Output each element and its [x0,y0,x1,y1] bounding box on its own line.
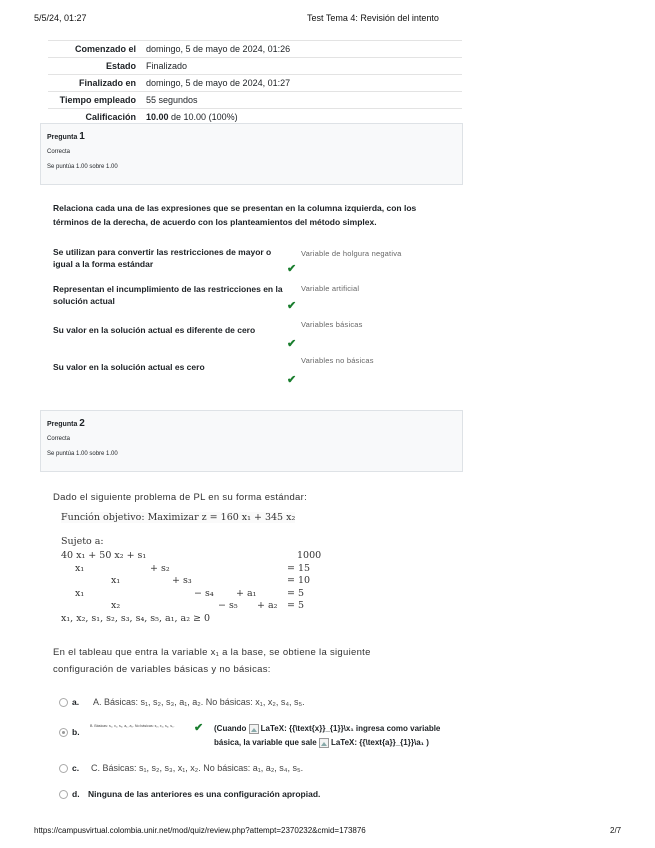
match-left-3: Su valor en la solución actual es diferente de cero [53,325,256,335]
print-footer-url: https://campusvirtual.colombia.unir.net/mod/quiz/review.php?attempt=2370232&cmid=173876 [34,826,366,835]
question-grade: Se puntúa 1.00 sobre 1.00 [47,451,118,457]
constraint-2-lhs: x₁ [75,563,85,574]
constraint-5-mid: − s₅ [218,600,238,611]
summary-value: 55 segundos [146,95,198,105]
question-number: Pregunta 2 [47,418,85,429]
question-1-text: Relaciona cada una de las expresiones que se presentan en la columna izquierda, con los términos de la derecha, de acuerdo con los planteamientos del método simplex. [53,203,417,227]
summary-value: Finalizado [146,61,188,71]
constraint-5-lhs: x₂ [111,600,121,611]
match-left-1: Se utilizan para convertir las restricciones de mayor o igual a la forma estándar [53,247,272,269]
print-page-number: 2/7 [610,826,622,835]
question-2-intro: Dado el siguiente problema de PL en su forma estándar: [53,492,308,503]
grade-rest: de 10.00 (100%) [168,112,238,122]
summary-row-started [48,40,462,57]
summary-value: domingo, 5 de mayo de 2024, 01:27 [146,78,291,88]
option-d-letter: d. [72,789,80,799]
summary-row-time [48,91,462,108]
option-c-letter: c. [72,763,80,773]
non-negativity: x₁, x₂, s₁, s₂, s₃, s₄, s₅, a₁, a₂ ≥ 0 [61,613,211,624]
question-2-line-1: En el tableau que entra la variable x₁ a la base, se obtiene la siguiente [53,647,371,658]
constraint-4-lhs: x₁ [75,588,85,599]
constraint-3-rhs: = 10 [287,575,311,586]
constraint-1-rhs: 1000 [297,550,322,561]
summary-label: Estado [105,61,136,71]
correct-check-icon: ✔ [194,722,204,734]
print-title: Test Tema 4: Revisión del intento [307,13,439,23]
option-a-letter: a. [72,697,80,707]
match-left-4: Su valor en la solución actual es cero [53,362,205,372]
constraint-4-rhs: = 5 [287,588,305,599]
correct-check-icon: ✔ [287,374,297,386]
broken-image-icon [249,724,259,734]
option-a-text: A. Básicas: s₁, s₂, s₃, a₁, a₂. No básicas: x₁, x₂, s₄, s₅. [93,697,305,707]
question-number: Pregunta 1 [47,131,85,142]
constraint-2-rhs: = 15 [287,563,311,574]
correct-check-icon: ✔ [287,338,297,350]
summary-row-finished [48,74,462,91]
question-1-info [40,123,463,185]
grade-score: 10.00 [146,112,169,122]
option-c-radio[interactable] [59,764,68,773]
option-b-text: B. Básicas: s₁, x₁, s₃, a₁, a₂. No básicas: s₂, x₂, s₄, s₅. [90,724,175,728]
summary-label: Finalizado en [78,78,136,88]
summary-label: Calificación [85,112,136,122]
option-d-radio[interactable] [59,790,68,799]
question-2-line-2: configuración de variables básicas y no básicas: [53,664,271,675]
summary-label: Comenzado el [74,44,136,54]
option-d-text: Ninguna de las anteriores es una configuración apropiad. [88,789,321,799]
option-c-text: C. Básicas: s₁, s₂, s₃, x₁, x₂. No básicas: a₁, a₂, s₄, s₅. [91,763,304,773]
correct-check-icon: ✔ [287,263,297,275]
option-b-radio[interactable] [59,728,68,737]
match-answer-1[interactable]: Variable de holgura negativa [301,249,402,258]
subject-to: Sujeto a: [61,536,104,547]
constraint-3-lhs: x₁ [111,575,121,586]
constraint-2-mid: + s₂ [150,563,170,574]
summary-label: Tiempo empleado [59,95,136,105]
match-answer-2[interactable]: Variable artificial [301,284,360,293]
correct-check-icon: ✔ [287,300,297,312]
summary-row-state [48,57,462,74]
match-left-2: Representan el incumplimiento de las restricciones en la solución actual [53,284,283,306]
constraint-3-mid: + s₃ [172,575,192,586]
objective-function: Función objetivo: Maximizar z = 160 x₁ + 345 x₂ [61,512,296,523]
constraint-4-mid2: + a₁ [236,588,257,599]
attempt-summary-table [48,40,462,126]
question-2-info [40,410,463,472]
constraint-4-mid: − s₄ [194,588,214,599]
constraint-1-lhs: 40 x₁ + 50 x₂ + s₁ [61,550,147,561]
option-b-letter: b. [72,727,80,737]
match-answer-4[interactable]: Variables no básicas [301,356,374,365]
constraint-5-rhs: = 5 [287,600,305,611]
option-a-radio[interactable] [59,698,68,707]
constraint-5-mid2: + a₂ [257,600,278,611]
question-state: Correcta [47,436,71,442]
summary-value: domingo, 5 de mayo de 2024, 01:26 [146,44,291,54]
broken-image-icon [319,738,329,748]
print-datetime: 5/5/24, 01:27 [34,13,87,23]
option-b-feedback: (Cuando LaTeX: {{\text{x}}_{1}}\x₁ ingresa como variable básica, la variable que sale LaTeX: {{\text{a}}_{1}}\a₁ ) [214,724,441,747]
question-state: Correcta [47,149,71,155]
match-answer-3[interactable]: Variables básicas [301,320,363,329]
question-grade: Se puntúa 1.00 sobre 1.00 [47,164,118,170]
